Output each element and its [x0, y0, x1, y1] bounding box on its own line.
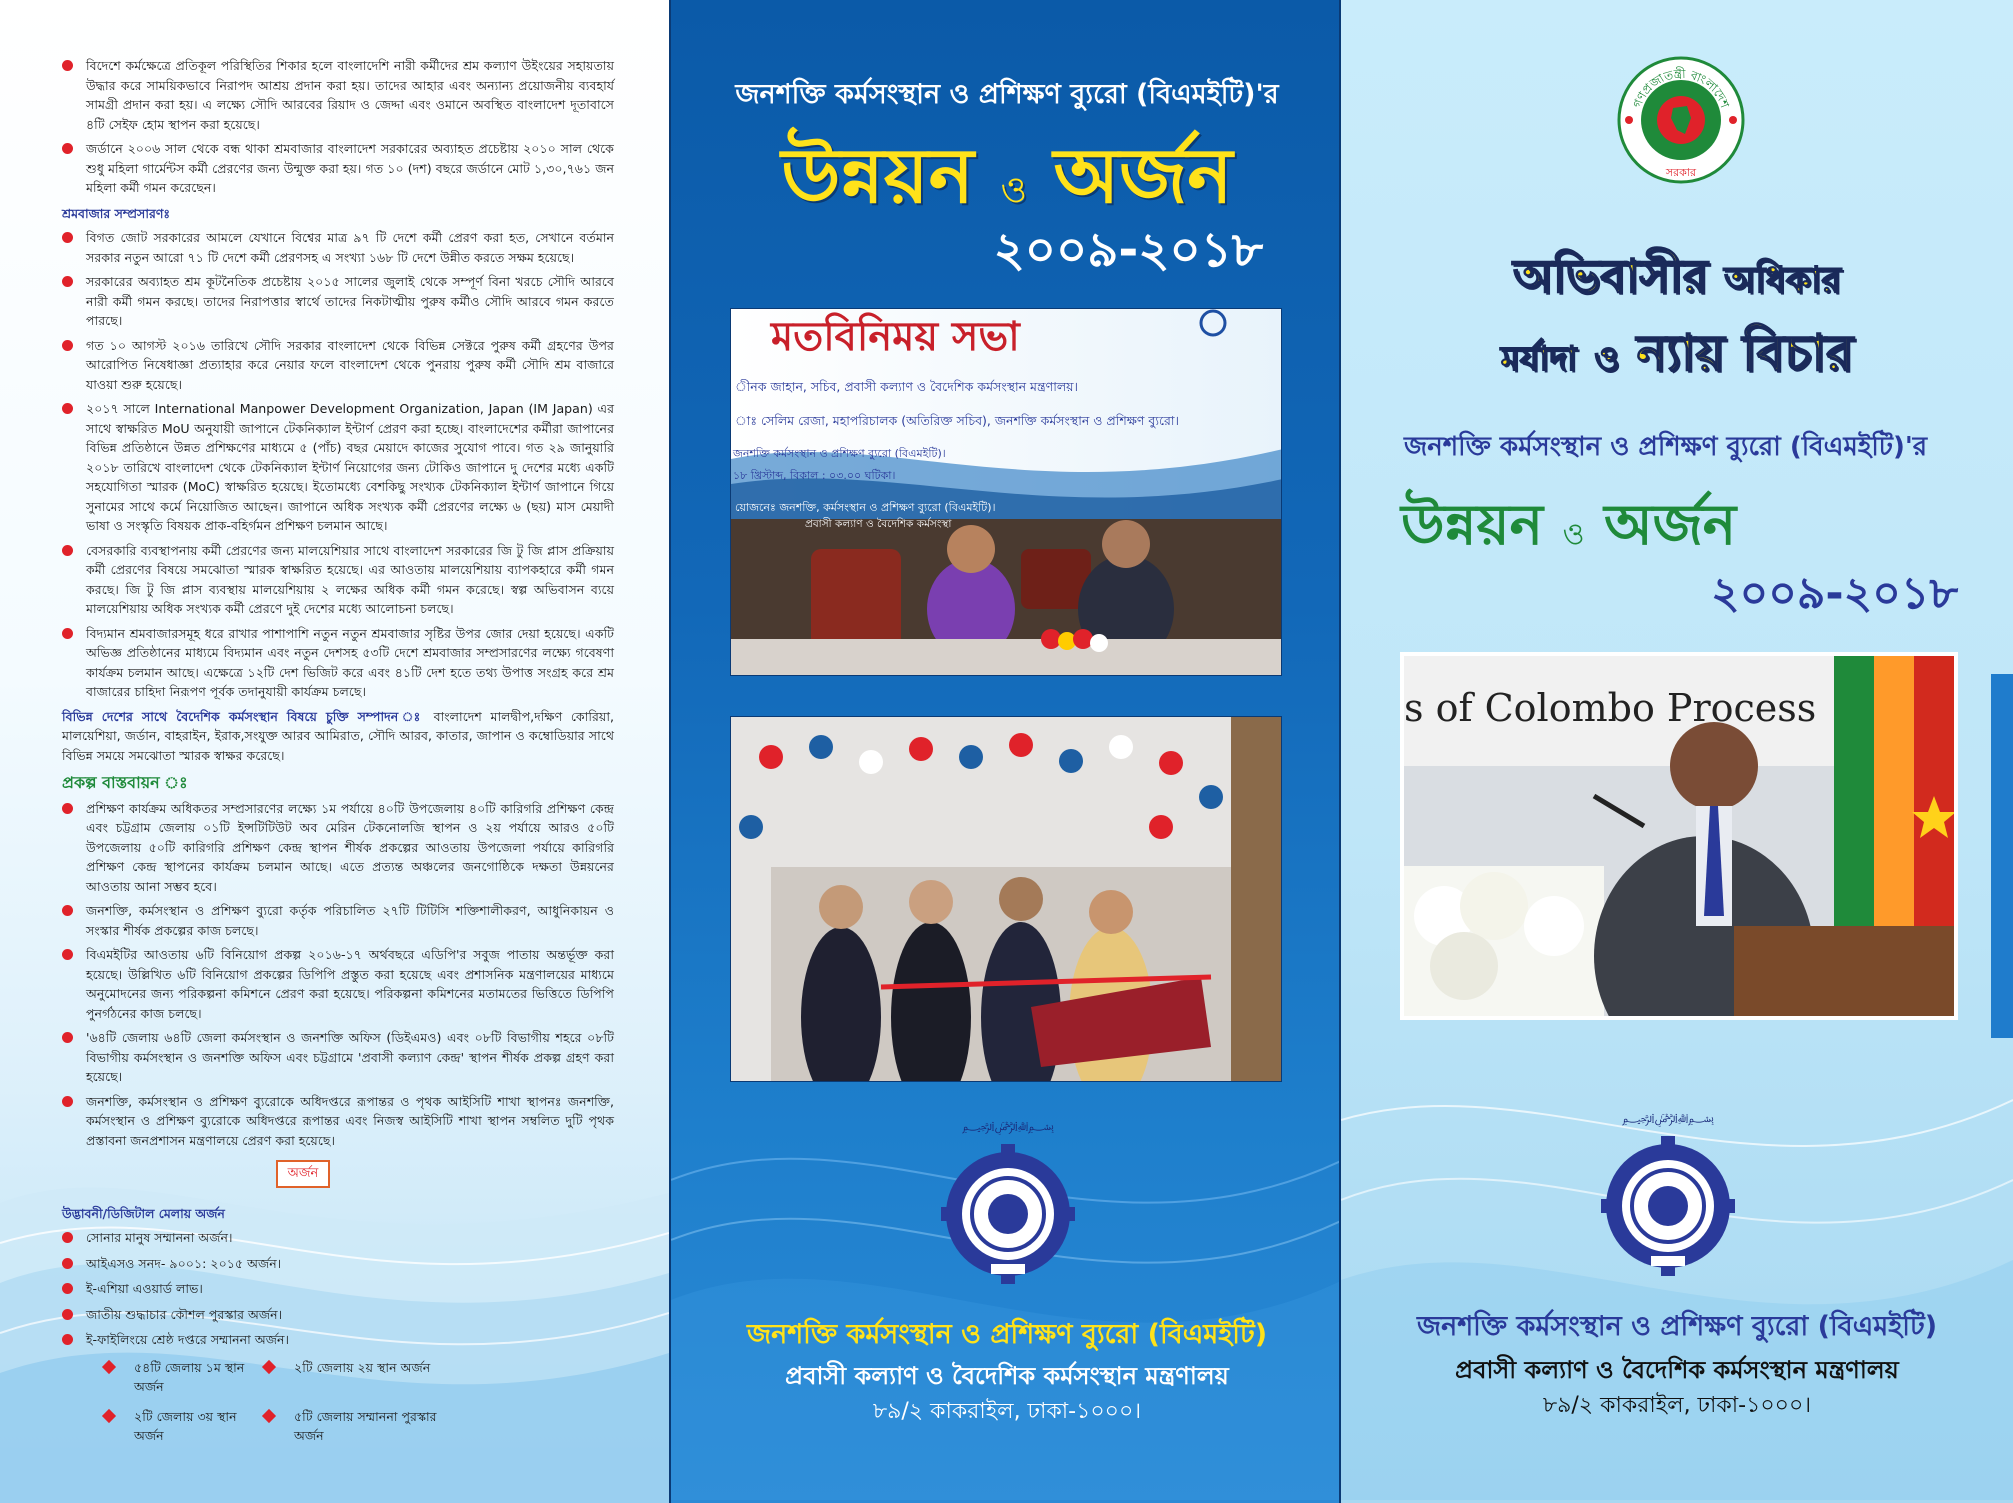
list-item: জর্ডানে ২০০৬ সাল থেকে বন্ধ থাকা শ্রমবাজার বাংলাদেশ সরকারের অব্যাহত প্রচেষ্টায় ২০১০ সাল থেকে শুধু মহিলা গার্মেন্টস কর্মী প্রেরণের জন্য উন্মুক্ত করা হয়। গত ১০ (দশ) বছরে জর্ডানে মোট ১,৩০,৭৬১ জন মহিলা কর্মী গমন করেছেন।: [58, 139, 614, 198]
middle-footer-org: জনশক্তি কর্মসংস্থান ও প্রশিক্ষণ ব্যুরো (বিএমইটি): [746, 1319, 1268, 1350]
achievement-bullet-list: [58, 1228, 614, 1350]
right-footer-org: জনশক্তি কর্মসংস্থান ও প্রশিক্ষণ ব্যুরো (বিএমইটি): [1416, 1311, 1938, 1342]
list-item: জাতীয় শুদ্ধাচার কৌশল পুরস্কার অর্জন।: [58, 1305, 614, 1325]
section-heading-innovation: উদ্ভাবনী/ডিজিটাল মেলায় অর্জন: [62, 1205, 225, 1221]
banner-line: প্রবাসী কল্যাণ ও বৈদেশিক কর্মসংস্থা: [805, 518, 952, 530]
bullet-dot-icon: [62, 403, 73, 414]
achievement-label-box: অর্জন: [276, 1160, 330, 1188]
photo-ribbon-cutting: [730, 716, 1282, 1082]
list-item: '৬৪টি জেলায় ৬৪টি জেলা কর্মসংস্থান ও জনশক্তি অফিস (ডিইএমও) এবং ০৮টি বিভাগীয় শহরে ০৮টি বিভাগীয় কর্মসংস্থান ও জনশক্তি অফিস এবং চট্টগ্রামে 'প্রবাসী কল্যাণ কেন্দ্র' স্থাপন শীর্ষক প্রকল্প গ্রহণ করা হয়েছে।: [58, 1028, 614, 1087]
middle-year-range: ২০০৯-২০১৮: [993, 222, 1263, 278]
right-edge-strip: [1991, 674, 2013, 1038]
bullet-dot-icon: [62, 1096, 73, 1107]
bmet-logo-icon: [941, 1116, 1075, 1286]
right-title-line1: অভিবাসীর অধিকার: [1512, 249, 1842, 303]
list-item: জনশক্তি, কর্মসংস্থান ও প্রশিক্ষণ ব্যুরোকে অধিদপ্তরে রূপান্তর ও পৃথক আইসিটি শাখা স্থাপনঃ জনশক্তি, কর্মসংস্থান ও প্রশিক্ষণ ব্যুরোকে অধিদপ্তরে রূপান্তর এবং নিজস্ব আইসিটি শাখা স্থাপন সম্বলিত দুটি পৃথক প্রস্তাবনা জনপ্রশাসন মন্ত্রণালয়ে প্রেরণ করা হয়েছে।: [58, 1092, 614, 1151]
list-item: ই-ফাইলিংয়ে শ্রেষ্ঠ দপ্তরে সম্মাননা অর্জন।: [58, 1330, 614, 1350]
bullet-dot-icon: [62, 905, 73, 916]
svg-text:গণপ্রজাতন্ত্রী বাংলাদেশ: গণপ্রজাতন্ত্রী বাংলাদেশ: [1630, 66, 1732, 110]
bullet-dot-icon: [62, 1334, 73, 1345]
right-panel: [1341, 0, 2013, 1503]
banner-line: ীনক জাহান, সচিব, প্রবাসী কল্যাণ ও বৈদেশিক কর্মসংস্থান মন্ত্রণালয়।: [735, 379, 1078, 394]
list-item: বিগত জোট সরকারের আমলে যেখানে বিশ্বের মাত্র ৯৭ টি দেশে কর্মী প্রেরণ করা হত, সেখানে বর্তমান সরকার নতুন আরো ৭১ টি দেশে কর্মী প্রেরণসহ এ সংখ্যা ১৬৮ টি দেশে উন্নীত করতে সক্ষম হয়েছে।: [58, 228, 614, 267]
agreement-paragraph: [62, 707, 614, 766]
bullet-dot-icon: [62, 1283, 73, 1294]
bullet-dot-icon: [62, 1232, 73, 1243]
list-item: বিদ্যমান শ্রমবাজারসমূহ ধরে রাখার পাশাপাশি নতুন নতুন শ্রমবাজার সৃষ্টির উপর জোর দেয়া হয়েছে। একটি অভিজ্ঞ প্রতিষ্ঠানের মাধ্যমে বিদ্যমান এবং নতুন দেশসহ ৫৩টি দেশে শ্রমবাজার সম্প্রসারণের লক্ষ্যে গবেষণা কার্যক্রম চলমান আছে। এক্ষেত্রে ১২টি দেশ ভিজিট করে এবং ৪১টি দেশ হতে তথ্য উপাত্ত সংগ্রহ করে শ্রম বাজারের চাহিদা নিরূপণ পূর্বক তদানুযায়ী কার্যক্রম চলছে।: [58, 624, 614, 702]
left-panel: [0, 0, 669, 1503]
middle-panel: [669, 0, 1341, 1503]
bullet-dot-icon: [62, 143, 73, 154]
middle-org-title: জনশক্তি কর্মসংস্থান ও প্রশিক্ষণ ব্যুরো (বিএমইটি)'র: [735, 79, 1279, 110]
list-item: ২টি জেলায় ২য় স্থান অর্জন: [264, 1358, 464, 1397]
section-heading-project: প্রকল্প বাস্তবায়ন ঃ: [62, 773, 188, 792]
banner-line: জনশক্তি কর্মসংস্থান ও প্রশিক্ষণ ব্যুরো (বিএমইটি)।: [733, 447, 946, 460]
agreement-text: বাংলাদেশ মালদ্বীপ,দক্ষিণ কোরিয়া, মালয়েশিয়া, জর্ডান, বাহরাইন, ইরাক,সংযুক্ত আরব আমিরাত, সৌদি আরব, কাতার, জাপান ও কম্বোডিয়ার সাথে বিভিন্ন সময়ে সমঝোতা স্মারক স্বাক্ষর করেছে।: [62, 708, 614, 763]
district-achievement-grid: [104, 1358, 614, 1446]
photo-speaker: [1400, 652, 1958, 1020]
bullet-dot-icon: [62, 232, 73, 243]
right-title-line2: মর্যাদা ও ন্যায় বিচার: [1500, 324, 1854, 382]
right-footer-ministry: প্রবাসী কল্যাণ ও বৈদেশিক কর্মসংস্থান মন্ত্রণালয়: [1455, 1356, 1899, 1384]
right-footer-address: ৮৯/২ কাকরাইল, ঢাকা-১০০০।: [1542, 1393, 1812, 1418]
bullet-dot-icon: [62, 1309, 73, 1320]
photo-meeting: [730, 308, 1282, 676]
diamond-bullet-icon: [262, 1408, 276, 1422]
svg-text:সরকার: সরকার: [1665, 166, 1697, 179]
list-item: ৫৪টি জেলায় ১ম স্থান অর্জন: [104, 1358, 264, 1397]
bullet-dot-icon: [62, 340, 73, 351]
right-year-range: ২০০৯-২০১৮: [1711, 568, 1958, 619]
banner-line: য়োজনেঃ জনশক্তি, কর্মসংস্থান ও প্রশিক্ষণ ব্যুরো (বিএমইটি)।: [735, 501, 996, 514]
list-item: বেসরকারি ব্যবস্থাপনায় কর্মী প্রেরণের জন্য মালয়েশিয়ার সাথে বাংলাদেশ সরকারের জি টু জি প্লাস প্রক্রিয়ায় কর্মী প্রেরণের বিষয়ে সমঝোতা স্মারক স্বাক্ষরিত হয়েছে। এর আওতায় মালয়েশিয়ায় ব্যাপকহারে কর্মী গমন করছে। জি টু জি প্লাস ব্যবস্থায় মালয়েশিয়ায় ২ লক্ষের অধিক কর্মী গমন করেছে। স্বল্প অভিবাসন ব্যয়ে মালয়েশিয়ায় অধিক সংখ্যক কর্মী প্রেরণে দুই দেশের মধ্যে আলোচনা চলছে।: [58, 541, 614, 619]
section-heading-labor-market: শ্রমবাজার সম্প্রসারণঃ: [62, 205, 171, 221]
right-subtitle: উন্নয়ন ও অর্জন: [1401, 493, 1737, 558]
bullet-dot-icon: [62, 803, 73, 814]
bullet-dot-icon: [62, 276, 73, 287]
list-item: ৫টি জেলায় সম্মাননা পুরস্কার অর্জন: [264, 1407, 464, 1446]
bullet-dot-icon: [62, 1258, 73, 1269]
bullet-dot-icon: [62, 628, 73, 639]
project-bullet-list: [58, 799, 614, 1151]
banner-heading: মতবিনিময় সভা: [771, 314, 1020, 360]
government-seal-icon: [1617, 56, 1745, 184]
svg-text:﷽: ﷽: [1621, 1111, 1715, 1125]
list-item: সোনার মানুষ সম্মাননা অর্জন।: [58, 1228, 614, 1248]
list-item: ই-এশিয়া এওয়ার্ড লাভ।: [58, 1279, 614, 1299]
diamond-bullet-icon: [262, 1359, 276, 1373]
list-item: গত ১০ আগস্ট ২০১৬ তারিখে সৌদি সরকার বাংলাদেশ থেকে বিভিন্ন সেক্টরে পুরুষ কর্মী গ্রহণের উপর আরোপিত নিষেধাজ্ঞা প্রত্যাহার করে নেয়ার ফলে বাংলাদেশ থেকে পুনরায় পুরুষ কর্মী সৌদি শ্রম বাজারে যাওয়া শুরু হয়েছে।: [58, 336, 614, 395]
top-bullet-list: [58, 56, 614, 198]
bullet-dot-icon: [62, 1032, 73, 1043]
bullet-dot-icon: [62, 545, 73, 556]
bullet-dot-icon: [62, 60, 73, 71]
list-item: জনশক্তি, কর্মসংস্থান ও প্রশিক্ষণ ব্যুরো কর্তৃক পরিচালিত ২৭টি টিটিসি শক্তিশালীকরণ, আধুনিকায়ন ও সংস্কার শীর্ষক প্রকল্পের কাজ চলছে।: [58, 901, 614, 940]
left-text-content: [58, 56, 614, 1446]
right-org-title: জনশক্তি কর্মসংস্থান ও প্রশিক্ষণ ব্যুরো (বিএমইটি)'র: [1404, 432, 1928, 462]
middle-footer-ministry: প্রবাসী কল্যাণ ও বৈদেশিক কর্মসংস্থান মন্ত্রণালয়: [785, 1362, 1229, 1390]
list-item: ২০১৭ সালে International Manpower Development Organization, Japan (IM Japan) এর সাথে স্বাক্ষরিত MoU অনুযায়ী জাপানে টেকনিক্যাল ইন্টার্ণ প্রেরণ করা হচ্ছে। বাংলাদেশের কর্মীরা জাপানের বিভিন্ন প্রতিষ্ঠানে উন্নত প্রশিক্ষণের মাধ্যমে ৫ (পাঁচ) বছর মেয়াদে কাজের সুযোগ পাবে। গত ২৯ জানুয়ারি ২০১৮ তারিখে বাংলাদেশ থেকে টেকনিক্যাল ইন্টার্ণ নিয়োগের জন্য টোকিও জাপানে দু দেশের মধ্যে একটি সহযোগিতা স্মারক (MoC) স্বাক্ষরিত হয়েছে। ইতোমধ্যে বেশকিছু সংখ্যক টেকনিক্যাল ইন্টার্ণ জাপানে গিয়ে সুনামের সাথে কর্মে নিয়োজিত আছেন। জাপানে অধিক সংখ্যক কর্মী প্রেরণের লক্ষ্যে ৬ (ছয়) মাস মেয়াদী ভাষা ও সংস্কৃতি বিষয়ক প্রাক-বহির্গমন প্রশিক্ষণ চলমান আছে।: [58, 399, 614, 536]
bmet-logo-icon: [1601, 1108, 1735, 1278]
list-item: প্রশিক্ষণ কার্যক্রম অধিকতর সম্প্রসারণের লক্ষ্যে ১ম পর্যায়ে ৪০টি উপজেলায় ৪০টি কারিগরি প্রশিক্ষণ কেন্দ্র এবং চট্টগ্রাম জেলায় ০১টি ইন্সটিটিউট অব মেরিন টেকনোলজি স্থাপন ও ২য় পর্যায়ে আরও ৫০টি উপজেলায় ৫০টি কারিগরি প্রশিক্ষণ কেন্দ্র স্থাপন শীর্ষক প্রকল্পের আওতায় উপজেলা পর্যায়ে কারিগরি প্রশিক্ষণ কেন্দ্র স্থাপনের কার্যক্রম চলমান আছে। এতে প্রত্যন্ত অঞ্চলের জনগোষ্ঠিকে দক্ষতা উন্নয়নের আওতায় আনা সম্ভব হবে।: [58, 799, 614, 897]
diamond-bullet-icon: [102, 1359, 116, 1373]
list-item: সরকারের অব্যাহত শ্রম কূটনৈতিক প্রচেষ্টায় ২০১৫ সালের জুলাই থেকে সম্পূর্ণ বিনা খরচে সৌদি আরবে নারী কর্মী গমন করছে। তাদের নিরাপত্তার স্বার্থে তাদের নিকটাত্মীয় পুরুষ কর্মীও সৌদি আরবে গমন করতে পারছে।: [58, 272, 614, 331]
middle-footer-address: ৮৯/২ কাকরাইল, ঢাকা-১০০০।: [872, 1399, 1142, 1424]
list-item: ২টি জেলায় ৩য় স্থান অর্জন: [104, 1407, 264, 1446]
photo-ribbon-graphic: [731, 717, 1282, 1082]
middle-main-title: উন্নয়ন ও অর্জন: [781, 131, 1233, 220]
banner-line: ১৮ খ্রিস্টাব্দ, বিকাল : ০৩.০০ ঘটিকা।: [733, 469, 896, 482]
list-item: আইএসও সনদ- ৯০০১: ২০১৫ অর্জন।: [58, 1254, 614, 1274]
agreement-heading: বিভিন্ন দেশের সাথে বৈদেশিক কর্মসংস্থান বিষয়ে চুক্তি সম্পাদন ঃ: [62, 708, 425, 724]
banner-line: াঃ সেলিম রেজা, মহাপরিচালক (অতিরিক্ত সচিব), জনশক্তি কর্মসংস্থান ও প্রশিক্ষণ ব্যুরো।: [735, 413, 1179, 428]
bullet-dot-icon: [62, 949, 73, 960]
list-item: বিদেশে কর্মক্ষেত্রে প্রতিকূল পরিস্থিতির শিকার হলে বাংলাদেশি নারী কর্মীদের শ্রম কল্যাণ উইংয়ের সহায়তায় উদ্ধার করে সাময়িকভাবে নিরাপদ আশ্রয় প্রদান করা হয়। তাদের আহার এবং অন্যান্য প্রয়োজনীয় ব্যবহার্য সামগ্রী প্রদান করা হয়। এ লক্ষ্যে সৌদি আরবের রিয়াদ ও জেদ্দা এবং ওমানে অবস্থিত বাংলাদেশ দূতাবাসে ৪টি সেইফ হোম স্থাপন করা হয়েছে।: [58, 56, 614, 134]
diamond-bullet-icon: [102, 1408, 116, 1422]
svg-text:﷽: ﷽: [961, 1119, 1055, 1133]
market-bullet-list: [58, 228, 614, 702]
list-item: বিএমইটির আওতায় ৬টি বিনিয়োগ প্রকল্প ২০১৬-১৭ অর্থবছরে এডিপি'র সবুজ পাতায় অন্তর্ভূক্ত করা হয়েছে। উল্লিখিত ৬টি বিনিয়োগ প্রকল্পের ডিপিপি প্রস্তুত করা হয়েছে এবং প্রশাসনিক মন্ত্রণালয়ের মাধ্যমে অনুমোদনের জন্য পরিকল্পনা কমিশনে প্রেরণ করা হয়েছে। পরিকল্পনা কমিশনের মতামতের ভিত্তিতে ডিপিপি পুনর্গঠনের কাজ চলছে।: [58, 945, 614, 1023]
photo-banner-text: s of Colombo Process: [1404, 686, 1817, 730]
